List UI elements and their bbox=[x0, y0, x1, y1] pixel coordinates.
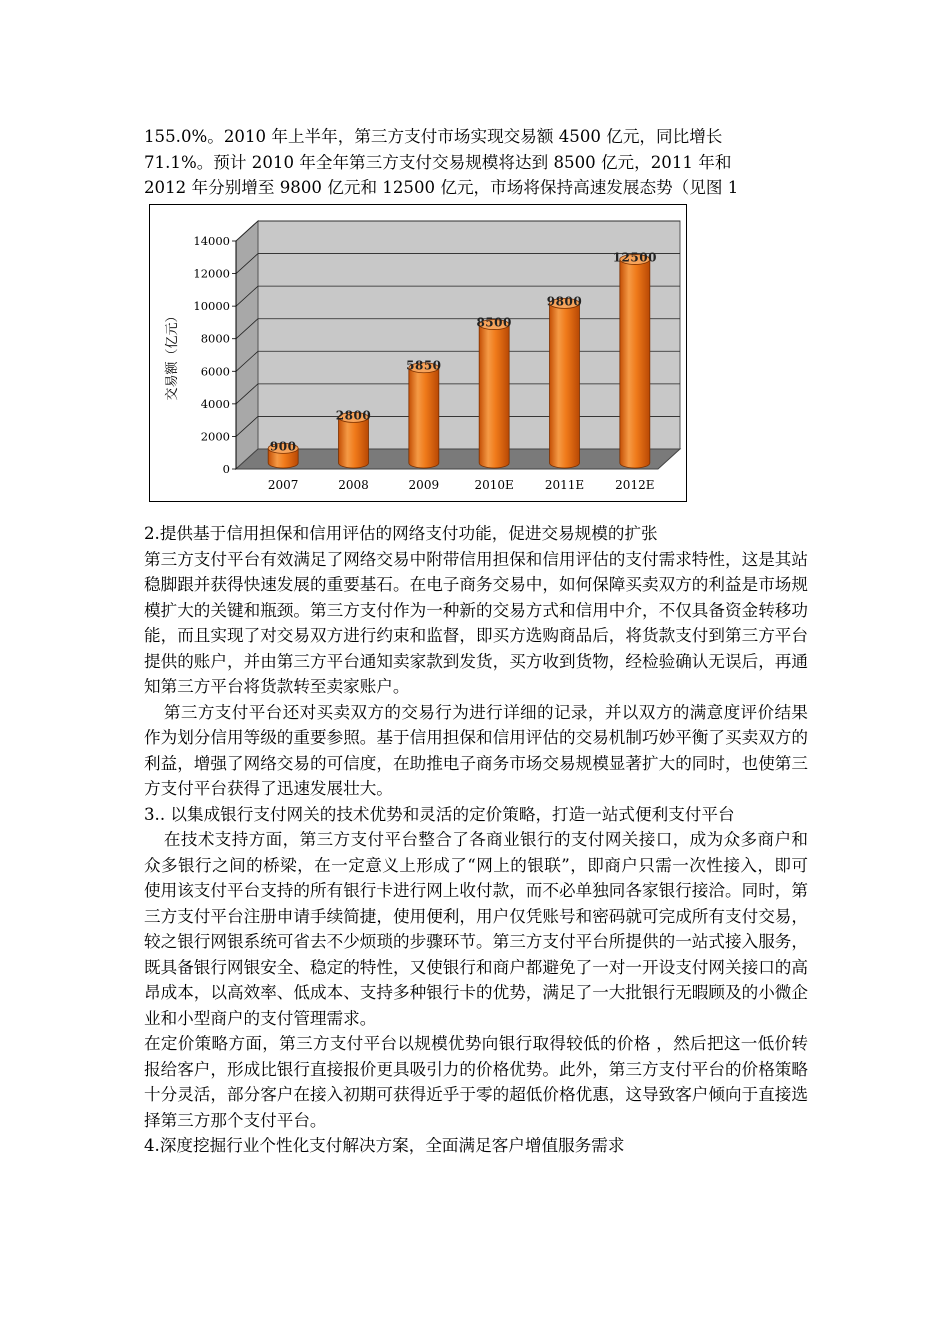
intro-line: 71.1%。预计 2010 年全年第三方支付交易规模将达到 8500 亿元，2011 年和 bbox=[144, 152, 732, 172]
intro-paragraph bbox=[144, 124, 808, 201]
data-label: 12500 bbox=[612, 250, 657, 265]
transaction-volume-chart bbox=[149, 204, 687, 502]
y-tick-label: 8000 bbox=[200, 331, 230, 346]
section-3-paragraph-2: 在定价策略方面，第三方支付平台以规模优势向银行取得较低的价格 ，然后把这一低价转报给客户，形成比银行直接报价更具吸引力的价格优势。此外，第三方支付平台的价格策略十分灵活，部分客户在接入初期可获得近乎于零的超低价格优惠，这导致客户倾向于直接选择第三方那个支付平台。 bbox=[144, 1034, 808, 1130]
chart-svg bbox=[150, 205, 686, 501]
x-tick-label: 2008 bbox=[338, 478, 369, 492]
x-tick-label: 2011E bbox=[544, 478, 585, 492]
y-tick-label: 4000 bbox=[200, 396, 230, 411]
section-heading-4: 4.深度挖掘行业个性化支付解决方案，全面满足客户增值服务需求 bbox=[144, 1136, 625, 1155]
x-tick-label: 2012E bbox=[615, 478, 655, 492]
body-text bbox=[144, 521, 808, 1159]
bar-2008 bbox=[339, 417, 369, 468]
bar-2011E bbox=[550, 303, 580, 468]
bar-2010E bbox=[479, 325, 509, 468]
bar-2009 bbox=[409, 368, 439, 468]
y-tick-label: 14000 bbox=[193, 234, 230, 248]
intro-line: 2012 年分别增至 9800 亿元和 12500 亿元，市场将保持高速发展态势（见图 1 bbox=[144, 178, 739, 197]
x-tick-label: 2007 bbox=[267, 478, 299, 492]
data-label: 2800 bbox=[335, 408, 372, 423]
plot-side-wall bbox=[236, 221, 258, 469]
x-tick-label: 2010E bbox=[474, 478, 514, 492]
y-tick-label: 12000 bbox=[193, 266, 230, 281]
section-3-paragraph-1: 在技术支持方面，第三方支付平台整合了各商业银行的支付网关接口，成为众多商户和众多银行之间的桥梁，在一定意义上形成了“网上的银联”，即商户只需一次性接入，即可使用该支付平台支持的所有银行卡进行网上收付款，而不必单独同各家银行接洽。同时，第三方支付平台注册申请手续简捷，使用便利，用户仅凭账号和密码就可完成所有支付交易，较之银行网银系统可省去不少烦琐的步骤环节。第三方支付平台所提供的一站式接入服务，既具备银行网银安全、稳定的特性，又使银行和商户都避免了一对一开设支付网关接口的高昂成本，以高效率、低成本、支持多种银行卡的优势，满足了一大批银行无暇顾及的小微企业和小型商户的支付管理需求。 bbox=[144, 830, 808, 1028]
section-heading-2: 2.提供基于信用担保和信用评估的网络支付功能，促进交易规模的扩张 bbox=[144, 524, 658, 543]
section-2-paragraph-1: 第三方支付平台有效满足了网络交易中附带信用担保和信用评估的支付需求特性，这是其站稳脚跟并获得快速发展的重要基石。在电子商务交易中，如何保障买卖双方的利益是市场规模扩大的关键和瓶颈。第三方支付作为一种新的交易方式和信用中介，不仅具备资金转移功能，而且实现了对交易双方进行约束和监督，即买方选购商品后，将货款支付到第三方平台提供的账户，并由第三方平台通知卖家款到发货，买方收到货物，经检验确认无误后，再通知第三方平台将货款转至卖家账户。 bbox=[144, 549, 808, 696]
section-heading-3: 3.. 以集成银行支付网关的技术优势和灵活的定价策略，打造一站式便利支付平台 bbox=[144, 804, 735, 824]
section-2-paragraph-2: 第三方支付平台还对买卖双方的交易行为进行详细的记录，并以双方的满意度评价结果作为划分信用等级的重要参照。基于信用担保和信用评估的交易机制巧妙平衡了买卖双方的利益，增强了网络交易的可信度，在助推电子商务市场交易规模显著扩大的同时，也使第三方支付平台获得了迅速发展壮大。 bbox=[144, 702, 808, 798]
y-tick-label: 10000 bbox=[193, 299, 230, 314]
plot-floor bbox=[236, 449, 680, 469]
data-label: 9800 bbox=[546, 294, 583, 309]
y-tick-label: 0 bbox=[222, 462, 230, 476]
intro-line: 155.0%。2010 年上半年，第三方支付市场实现交易额 4500 亿元，同比增长 bbox=[144, 127, 723, 146]
data-label: 900 bbox=[269, 439, 297, 454]
data-label: 5850 bbox=[406, 358, 442, 373]
x-tick-label: 2009 bbox=[408, 478, 440, 492]
y-tick-label: 2000 bbox=[200, 429, 230, 444]
y-tick-label: 6000 bbox=[200, 364, 230, 379]
data-label: 8500 bbox=[476, 315, 512, 330]
y-axis-label: 交易额（亿元） bbox=[165, 309, 180, 401]
bar-2012E bbox=[620, 259, 650, 468]
